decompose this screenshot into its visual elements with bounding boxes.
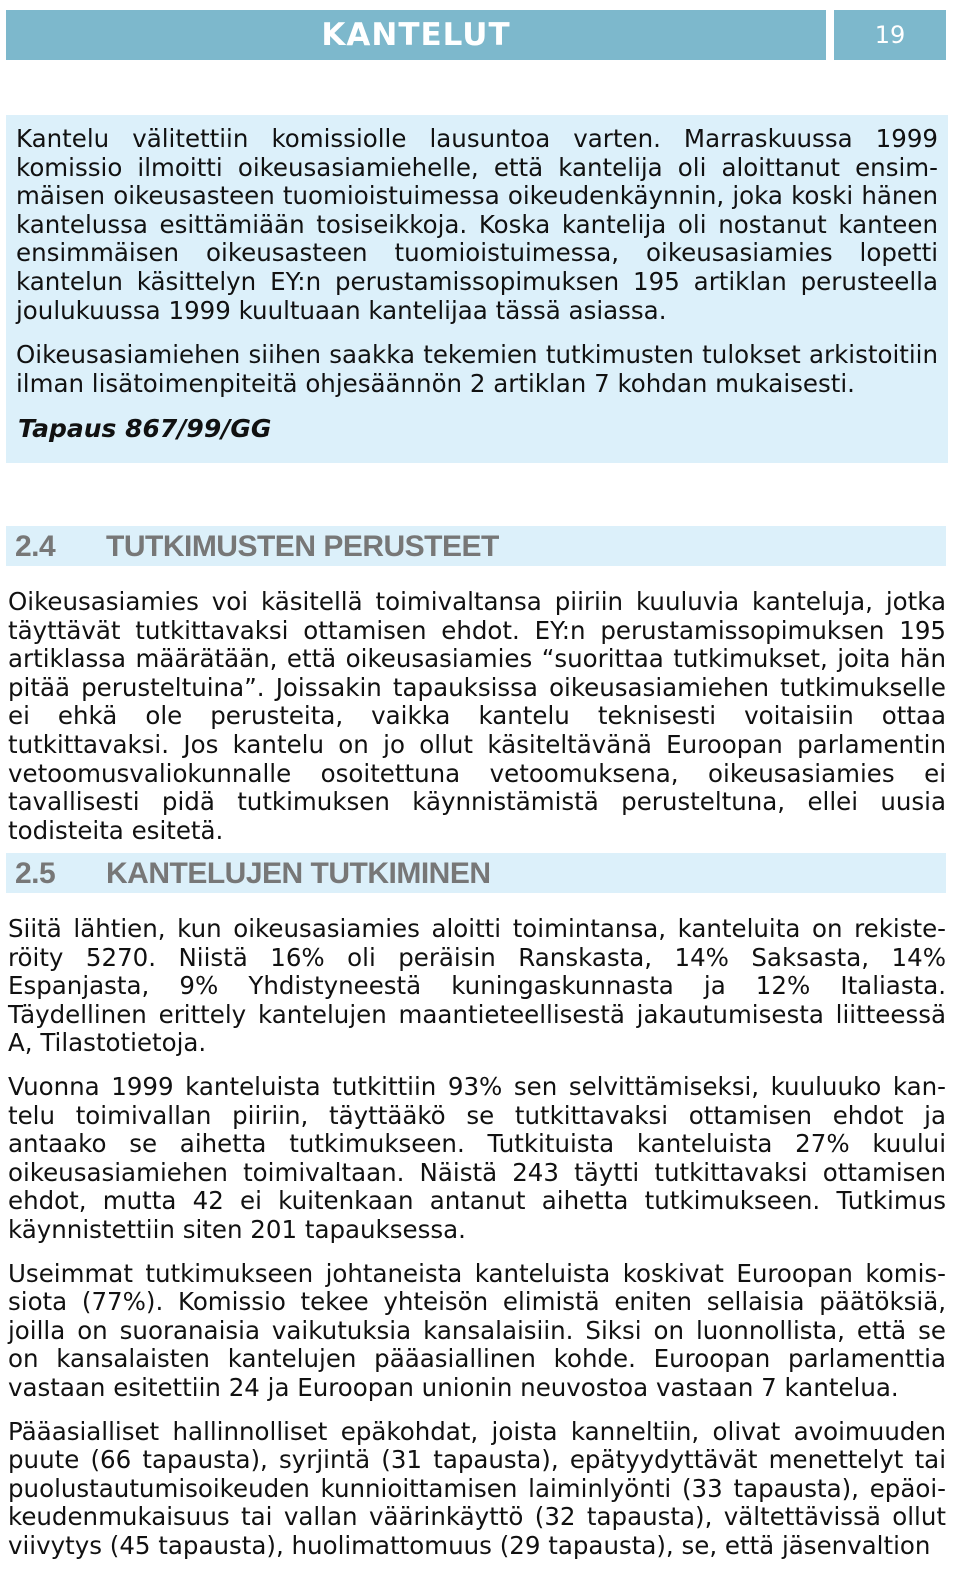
section-2-5-body xyxy=(8,915,946,1575)
section-title: KANTELUJEN TUTKIMINEN xyxy=(106,857,491,890)
body-paragraph: Oikeusasiamies voi käsitellä toimivaltansa piiriin kuuluvia kanteluja, jotka täyttävät tutkittavaksi ottamisen ehdot. EY:n perustamissopimuksen 195 artiklassa määrätään, että oikeusasiamies “suorittaa tutkimukset, joita hän pitää perusteltuina”. Joissakin tapauksissa oikeusasiamiehen tutkimukselle ei ehkä ole perusteita, vaikka kantelu teknisesti voitaisiin ottaa tutkittavaksi. Jos kantelu on jo ollut käsiteltävänä Euroopan parlamentin vetoomusvaliokunnalle osoitettuna vetoomuksena, oikeusasiamies ei tavallisesti pidä tutkimuksen käynnistämistä perusteltuna, ellei uusia todisteita esitetä. xyxy=(8,587,946,845)
page-number: 19 xyxy=(834,10,946,60)
case-summary-box xyxy=(6,115,948,463)
body-paragraph: Vuonna 1999 kanteluista tutkittiin 93% sen selvittämiseksi, kuuluuko kantelu toimivallan piiriin, täyttääkö se tutkittavaksi ottamisen ehdot ja antaako se aihetta tutkimukseen. Tutkituista kanteluista 27% kuului oikeusasiamiehen toimivaltaan. Näistä 243 täytti tutkittavaksi ottamisen ehdot, mutta 42 ei kuitenkaan antanut aihetta tutkimukseen. Tutkimus käynnistettiin siten 201 tapauksessa. xyxy=(8,1071,946,1244)
section-2-4-body xyxy=(8,588,946,860)
section-title: TUTKIMUSTEN PERUSTEET xyxy=(106,530,499,563)
section-heading-2-5 xyxy=(6,853,946,893)
case-paragraph: Kantelu välitettiin komissiolle lausuntoa varten. Marraskuussa 1999 komissio ilmoitti oikeusasiamiehelle, että kantelija oli aloittanut ensimmäisen oikeusasteen tuomioistuimessa oikeudenkäynnin, joka koski hänen kantelussa esittämiään tosiseikkoja. Koska kantelija oli nostanut kanteen ensimmäisen oikeusasteen tuomioistuimessa, oikeusasiamies lopetti kantelun käsittelyn EY:n perustamissopimuksen 195 artiklan perusteella joulukuussa 1999 kuultuaan kantelijaa tässä asiassa. xyxy=(16,124,938,325)
section-heading-2-4 xyxy=(6,526,946,566)
body-paragraph: Useimmat tutkimukseen johtaneista kanteluista koskivat Euroopan komissiota (77%). Komissio tekee yhteisön elimistä eniten sellaisia päätöksiä, joilla on suoranaisia vaikutuksia kansalaisiin. Siksi on luonnollista, että se on kansalaisten kantelujen pääasiallinen kohde. Euroopan parlamenttia vastaan esitettiin 24 ja Euroopan unionin neuvostoa vastaan 7 kantelua. xyxy=(8,1258,946,1402)
section-number: 2.5 xyxy=(15,857,56,890)
section-number: 2.4 xyxy=(15,530,56,563)
body-paragraph: Siitä lähtien, kun oikeusasiamies aloitti toimintansa, kanteluita on rekisteröity 5270. Niistä 16% oli peräisin Ranskasta, 14% Saksasta, 14% Espanjasta, 9% Yhdistyneestä kuningaskunnasta ja 12% Italiasta. Täydellinen erittely kantelujen maantieteellisestä jakautumisesta liitteessä A, Tilastotietoja. xyxy=(8,914,946,1058)
case-paragraph: Oikeusasiamiehen siihen saakka tekemien tutkimusten tulokset arkistoitiin ilman lisätoimenpiteitä ohjesäännön 2 artiklan 7 kohdan mukaisesti. xyxy=(16,340,938,398)
running-title: KANTELUT xyxy=(6,10,826,60)
body-paragraph: Pääasialliset hallinnolliset epäkohdat, joista kanneltiin, olivat avoimuuden puute (66 tapausta), syrjintä (31 tapausta), epätyydyttävät menettelyt tai puolustautumisoikeuden kunnioittamisen laiminlyönti (33 tapausta), epäoikeudenmukaisuus tai vallan väärinkäyttö (32 tapausta), vältettävissä ollut viivytys (45 tapausta), huolimattomuus (29 tapausta), se, että jäsenvaltion xyxy=(8,1416,946,1560)
case-reference: Tapaus 867/99/GG xyxy=(18,414,272,444)
page-header xyxy=(6,10,946,60)
